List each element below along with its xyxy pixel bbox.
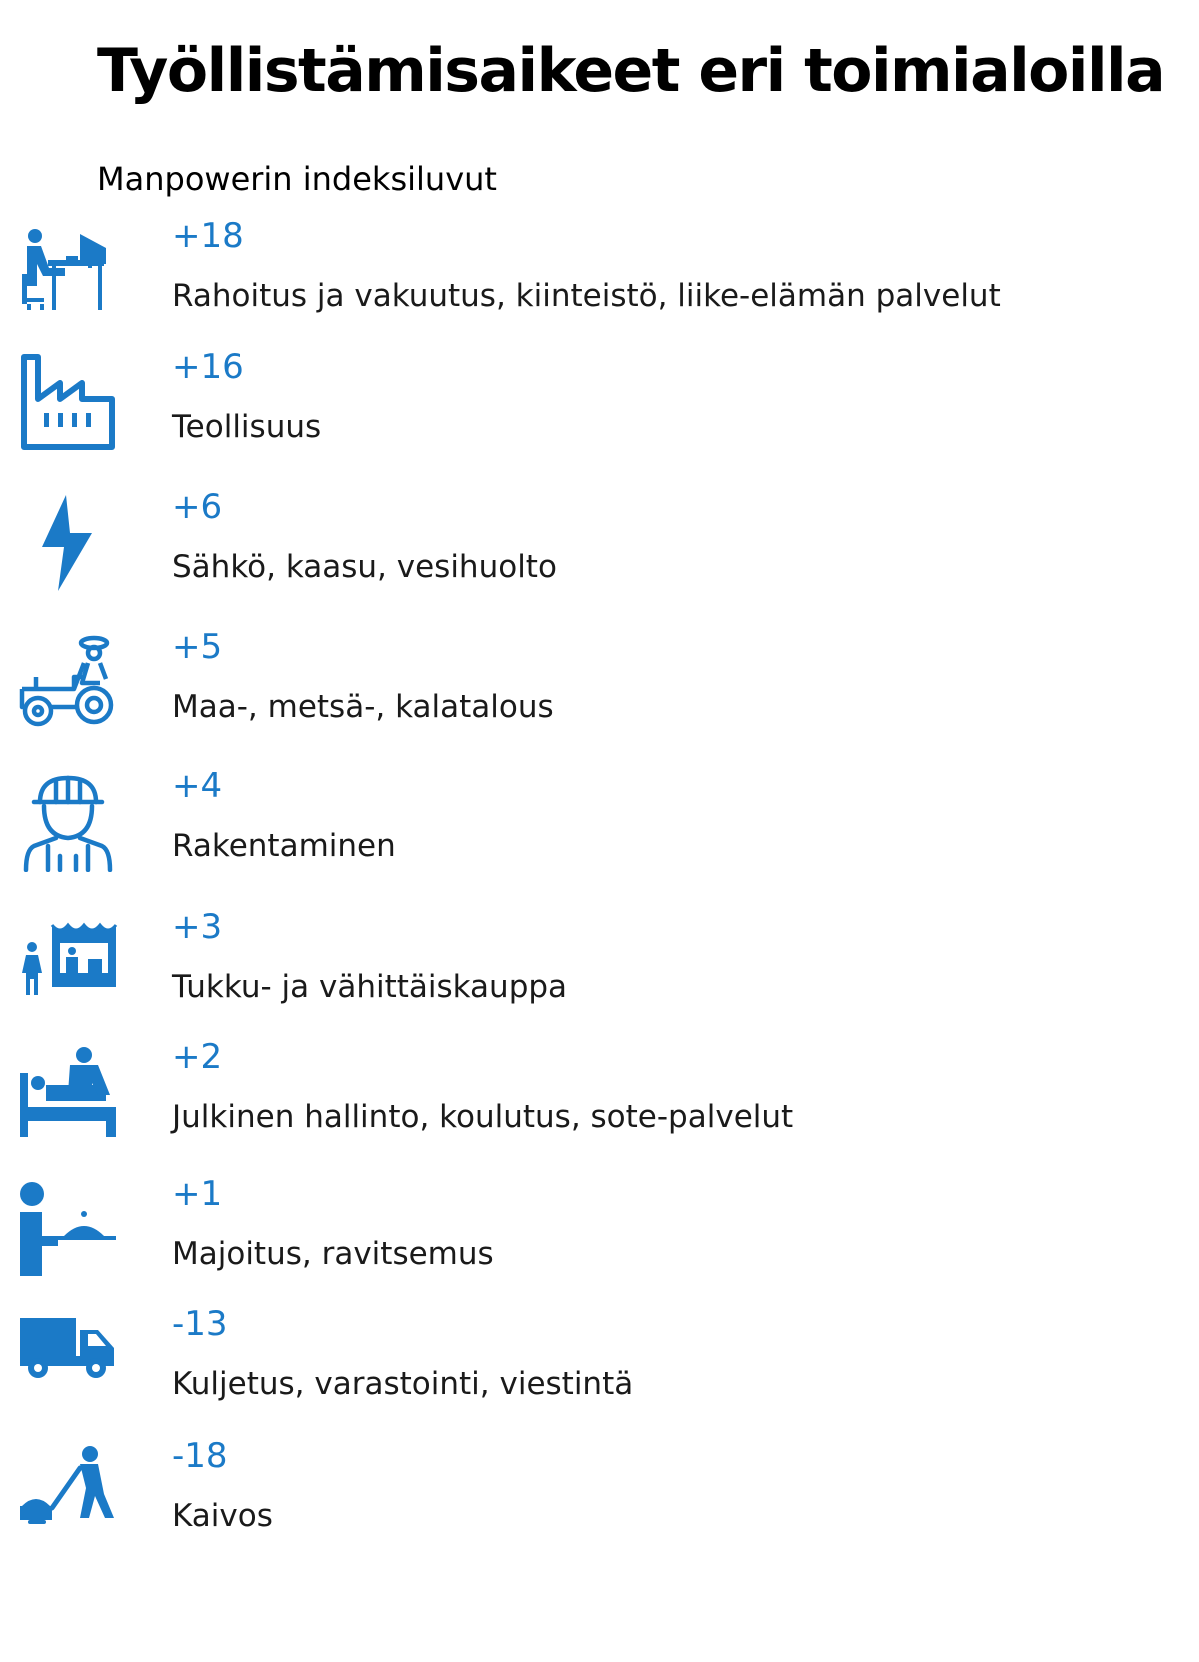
construction-worker-icon: [18, 772, 118, 872]
shop-icon: [18, 913, 118, 1013]
factory-icon: [18, 353, 118, 453]
industry-label: Sähkö, kaasu, vesihuolto: [172, 549, 557, 585]
miner-icon: [18, 1442, 118, 1542]
industry-label: Majoitus, ravitsemus: [172, 1236, 494, 1272]
industry-row: [0, 766, 1199, 902]
industry-row: [0, 347, 1199, 483]
industry-row: [0, 487, 1199, 623]
waiter-icon: [18, 1180, 118, 1280]
industry-label: Kuljetus, varastointi, viestintä: [172, 1366, 634, 1402]
chart-title: Työllistämisaikeet eri toimialoilla: [97, 36, 1165, 106]
industry-label: Kaivos: [172, 1498, 273, 1534]
industry-label: Rahoitus ja vakuutus, kiinteistö, liike-elämän palvelut: [172, 278, 1001, 314]
index-value: +18: [172, 216, 244, 256]
index-value: -13: [172, 1304, 228, 1344]
index-value: +16: [172, 347, 244, 387]
industry-label: Tukku- ja vähittäiskauppa: [172, 969, 568, 1005]
index-value: +6: [172, 487, 223, 527]
index-value: +4: [172, 766, 223, 806]
industry-row: [0, 216, 1199, 352]
chart-subtitle: Manpowerin indeksiluvut: [97, 160, 497, 198]
truck-icon: [18, 1310, 118, 1410]
office-worker-icon: [18, 222, 118, 322]
index-value: +3: [172, 907, 223, 947]
industry-row: [0, 627, 1199, 763]
industry-row: [0, 907, 1199, 1043]
industry-row: [0, 1037, 1199, 1173]
index-value: +2: [172, 1037, 223, 1077]
lightning-icon: [18, 493, 118, 593]
industry-row: [0, 1174, 1199, 1310]
hospital-bed-icon: [18, 1043, 118, 1143]
tractor-icon: [18, 633, 118, 733]
industry-label: Julkinen hallinto, koulutus, sote-palvelut: [172, 1099, 794, 1135]
industry-row: [0, 1304, 1199, 1440]
industry-label: Rakentaminen: [172, 828, 396, 864]
industry-row: [0, 1436, 1199, 1572]
industry-label: Maa-, metsä-, kalatalous: [172, 689, 554, 725]
index-value: -18: [172, 1436, 228, 1476]
industry-label: Teollisuus: [172, 409, 322, 445]
index-value: +1: [172, 1174, 223, 1214]
index-value: +5: [172, 627, 223, 667]
